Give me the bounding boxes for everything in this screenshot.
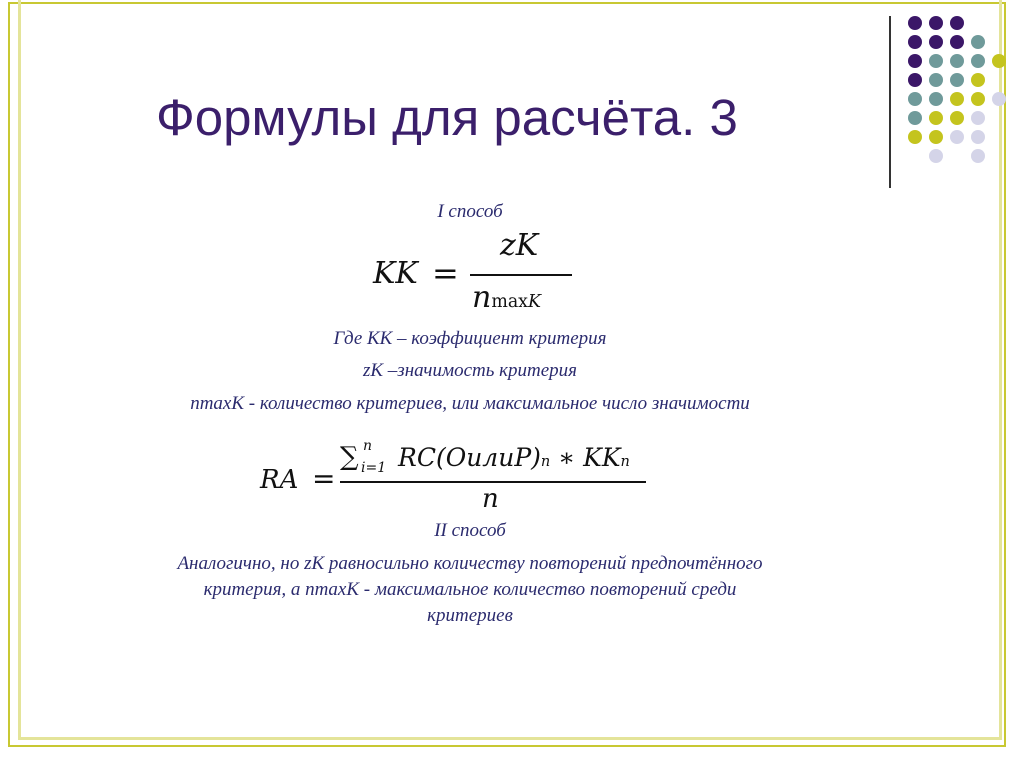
decor-dot bbox=[992, 92, 1006, 106]
decor-dot bbox=[950, 73, 964, 87]
formula1-equals: = bbox=[432, 254, 459, 292]
decor-dot bbox=[929, 54, 943, 68]
decor-dot bbox=[929, 130, 943, 144]
decor-dot bbox=[908, 54, 922, 68]
definition-kk: Где КК – коэффициент критерия bbox=[333, 328, 607, 349]
decor-dot bbox=[929, 16, 943, 30]
decor-dot bbox=[929, 111, 943, 125]
decor-dot bbox=[992, 54, 1006, 68]
definition-zk: zK –значимость критерия bbox=[362, 360, 578, 381]
formula2-sum-lower: i=1 bbox=[361, 460, 387, 476]
formula2-operator: ∗ bbox=[558, 443, 576, 472]
definition-nmaxk: nmaxK - количество критериев, или максимальное число значимости bbox=[190, 393, 750, 414]
decor-dot bbox=[971, 111, 985, 125]
decor-dot bbox=[950, 92, 964, 106]
formula1-fraction-bar bbox=[470, 274, 572, 276]
formula2-lhs: RA bbox=[260, 465, 299, 495]
decor-dot bbox=[971, 149, 985, 163]
formula1-numerator: zK bbox=[500, 228, 539, 263]
decor-dot bbox=[929, 149, 943, 163]
formula1-den-k: K bbox=[528, 292, 541, 312]
method2-text-line2: критерия, а nmaxK - максимальное количество повторений среди bbox=[203, 579, 737, 600]
formula2-sum-upper: n bbox=[363, 438, 373, 454]
decor-dot bbox=[929, 92, 943, 106]
decor-dot bbox=[908, 73, 922, 87]
decor-vertical-line bbox=[889, 16, 891, 188]
method2-text-line1: Аналогично, но zK равносильно количеству повторений предпочтённого bbox=[177, 553, 763, 574]
formula2-numerator-body bbox=[398, 443, 630, 472]
formula2-fraction-bar bbox=[340, 481, 646, 483]
decor-dot bbox=[971, 130, 985, 144]
formula2-equals: = bbox=[312, 462, 336, 495]
formula2-sigma: ∑ bbox=[340, 442, 359, 472]
decor-dot bbox=[929, 35, 943, 49]
decor-dot bbox=[971, 92, 985, 106]
formula1-den-n: n bbox=[472, 280, 492, 315]
slide-title: Формулы для расчёта. 3 bbox=[156, 89, 738, 146]
decor-dot bbox=[908, 130, 922, 144]
decor-dot bbox=[971, 35, 985, 49]
formula1-lhs: KK bbox=[373, 256, 418, 291]
method2-text-line3: критериев bbox=[427, 605, 513, 626]
decor-dot bbox=[908, 35, 922, 49]
decor-dot bbox=[950, 111, 964, 125]
formula2-denominator: n bbox=[482, 484, 499, 514]
decor-dot bbox=[950, 54, 964, 68]
formula1-denominator bbox=[472, 280, 541, 315]
decor-dot bbox=[950, 16, 964, 30]
formula2-rc: RC(OилиP) bbox=[398, 443, 541, 472]
decor-dot bbox=[929, 73, 943, 87]
decor-dot bbox=[908, 111, 922, 125]
decor-dot bbox=[950, 130, 964, 144]
decor-dot bbox=[908, 92, 922, 106]
decor-dot bbox=[908, 16, 922, 30]
method2-label: II способ bbox=[434, 520, 506, 541]
formula2-kk: KK bbox=[583, 443, 621, 472]
formula1-den-max: max bbox=[491, 292, 528, 312]
decor-dot bbox=[971, 73, 985, 87]
formula2-kk-sub: n bbox=[620, 454, 630, 470]
method1-label: I способ bbox=[437, 201, 503, 222]
formula2-rc-sub: n bbox=[540, 454, 551, 470]
decor-dot bbox=[950, 35, 964, 49]
decor-dot bbox=[971, 54, 985, 68]
